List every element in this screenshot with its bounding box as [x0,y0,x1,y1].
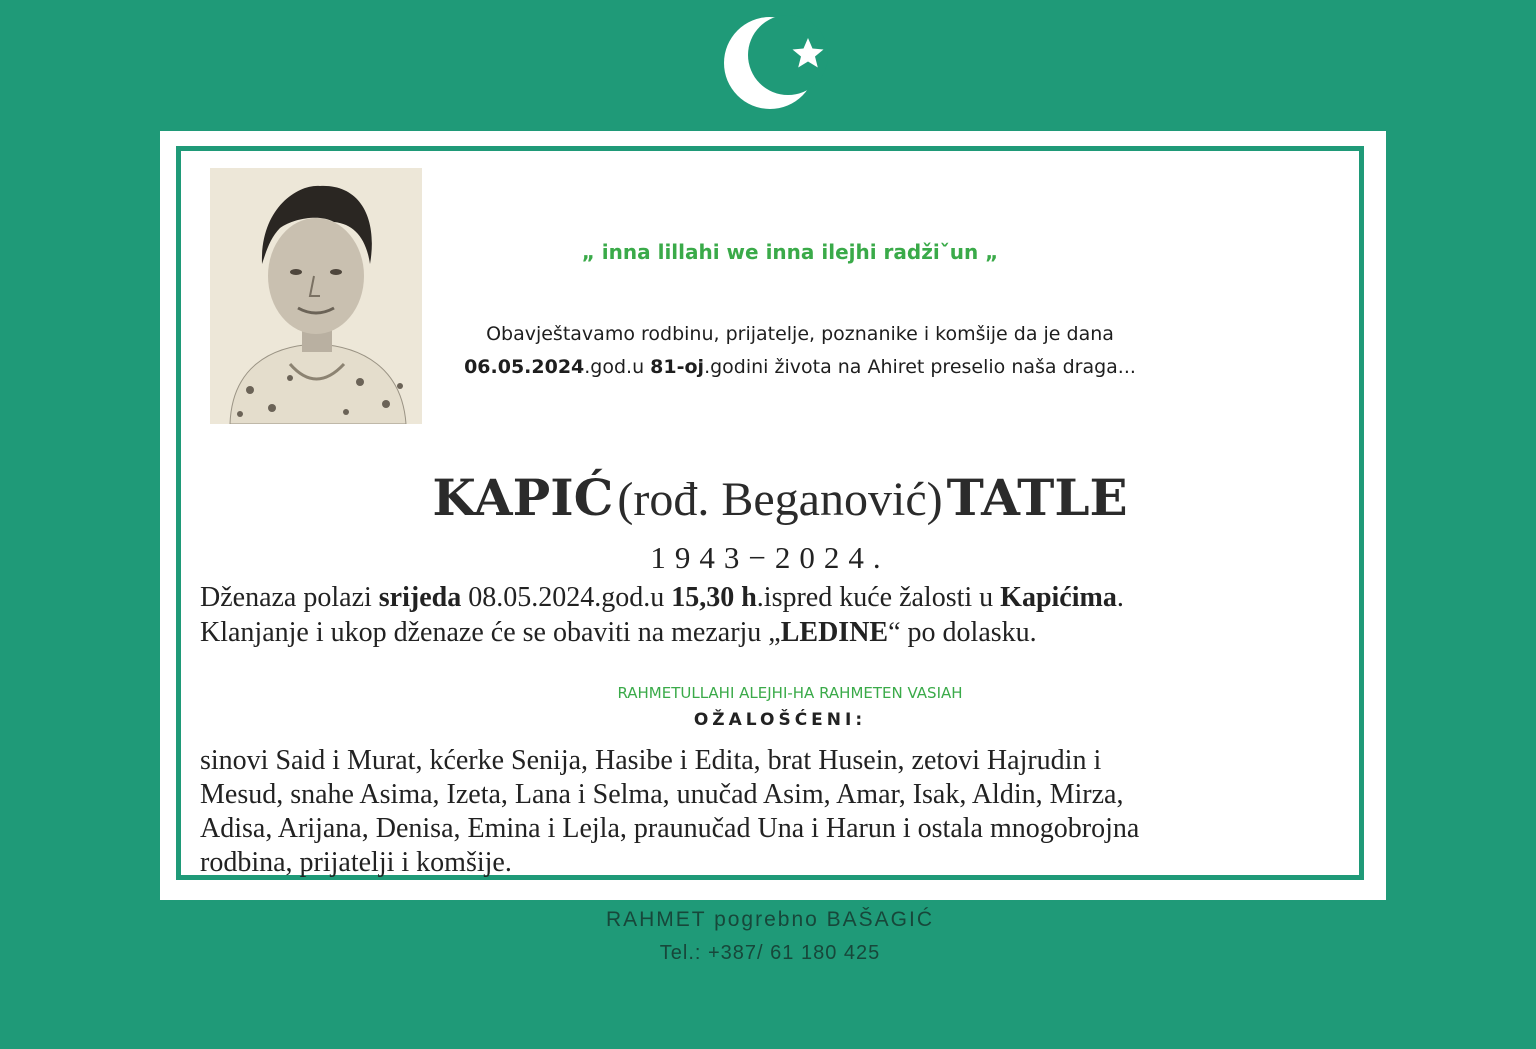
age: 81-oj [650,356,705,378]
surname: KAPIĆ [432,468,614,527]
rahmet-text: RAHMETULLAHI ALEJHI-HA RAHMETEN VASIAH [617,684,963,702]
crescent-star-icon [720,8,830,118]
funeral-home-phone: Tel.: +387/ 61 180 425 [659,942,881,964]
first-name: TATLE [946,468,1128,527]
announcement-line-2: 06.05.2024.god.u 81-oj.godini života na Ahiret preselio naša draga... [464,356,1136,378]
life-years: 1943−2024. [650,540,890,575]
funeral-day: srijeda [378,582,462,613]
announcement-line-1: Obavještavamo rodbinu, prijatelje, poznanike i komšije da je dana [486,323,1114,345]
mourners-line: sinovi Said i Murat, kćerke Senija, Hasibe i Edita, brat Husein, zetovi Hajrudin i [200,745,1102,776]
announcement-text [440,318,1160,384]
death-date: 06.05.2024 [464,356,585,378]
mourners-heading: OŽALOŠĆENI: [693,710,867,730]
funeral-line-1: Dženaza polazi srijeda 08.05.2024.god.u 15,30 h.ispred kuće žalosti u Kapićima. [200,582,1124,613]
funeral-home-name: RAHMET pogrebno BAŠAGIĆ [605,908,935,931]
funeral-place: Kapićima [1000,582,1117,613]
funeral-time: 15,30 h [671,582,757,613]
mourners-line: Mesud, snahe Asima, Izeta, Lana i Selma, unučad Asim, Amar, Isak, Aldin, Mirza, [200,779,1124,810]
funeral-line-2: Klanjanje i ukop dženaze će se obaviti na mezarju „LEDINE“ po dolasku. [200,617,1037,648]
prayer-text: „ inna lillahi we inna ilejhi radžiˇun „ [581,240,999,264]
maiden-name: (rođ. Beganović) [617,473,943,526]
cemetery-name: LEDINE [780,617,889,648]
funeral-details [200,580,1350,650]
mourners-line: rodbina, prijatelji i komšije. [200,847,512,878]
portrait-photo [210,168,422,424]
deceased-name [230,468,1330,527]
mourners-list [200,744,1340,880]
mourners-line: Adisa, Arijana, Denisa, Emina i Lejla, praunučad Una i Harun i ostala mnogobrojna [200,813,1140,844]
